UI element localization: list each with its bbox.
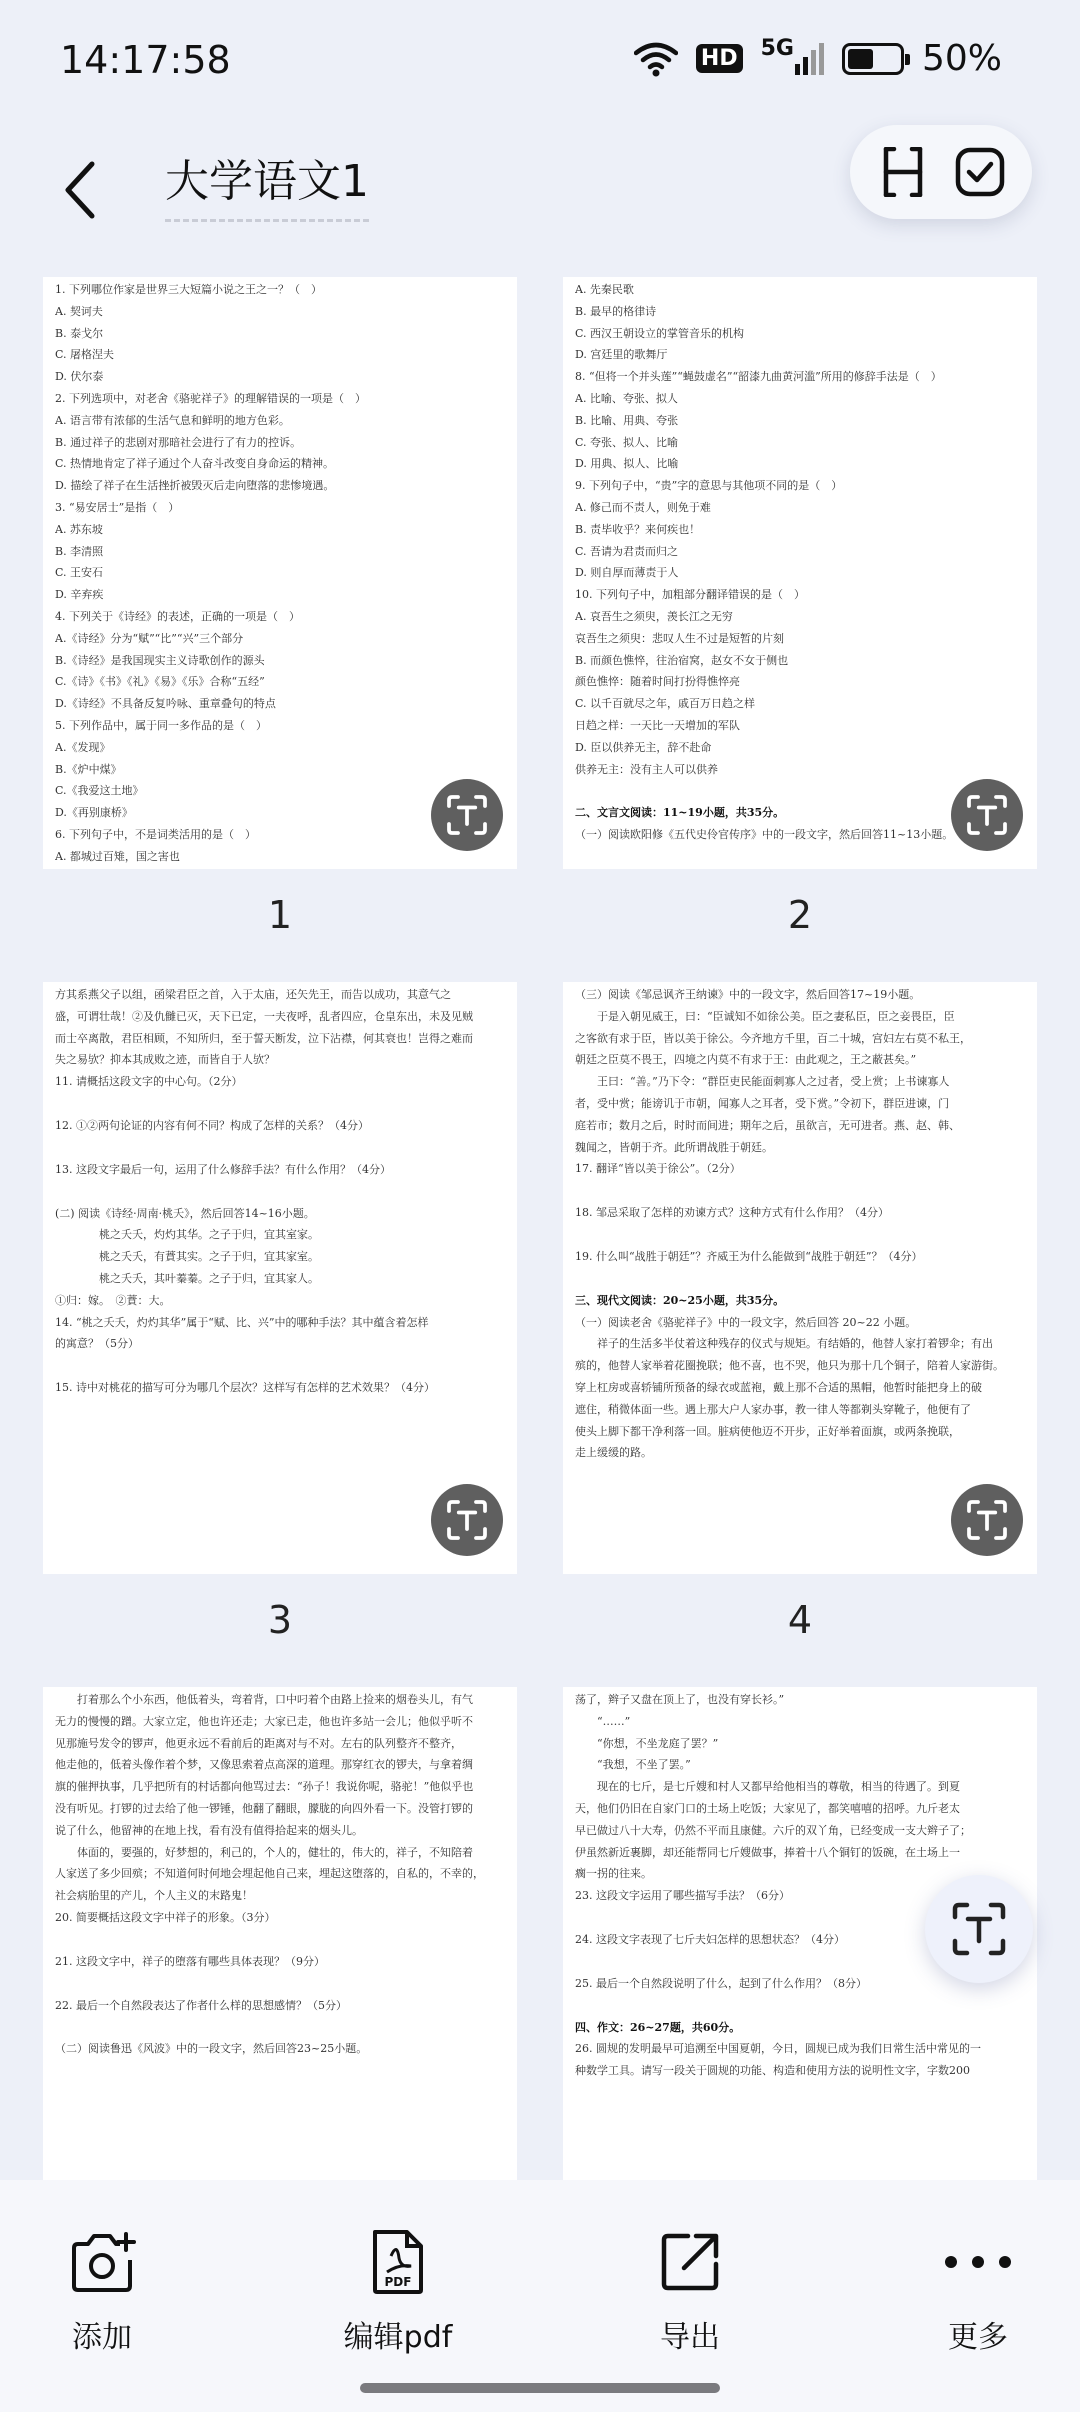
page-text	[575, 279, 1025, 846]
page-text-line: （一）阅读老舍《骆驼祥子》中的一段文字，然后回答 20~22 小题。	[575, 1315, 917, 1329]
status-time: 14:17:58	[60, 38, 231, 82]
text-scan-icon	[966, 1499, 1008, 1541]
page-text-line: 旗的催押执事，几乎把所有的村话都向他骂过去：“孙子！我说你呢，骆驼！”他似乎也	[55, 1780, 474, 1794]
page-text-line: 桃之夭夭，有蕡其实。之子于归，宜其家室。	[55, 1250, 319, 1264]
page-text-line: C. 王安石	[55, 566, 104, 580]
page-text-line: D. 则自厚而薄责于人	[575, 566, 679, 580]
crop-button[interactable]	[873, 142, 933, 202]
header	[0, 125, 1080, 295]
page-thumbnail[interactable]	[563, 982, 1037, 1574]
page-text-line: （一）阅读欧阳修《五代史伶官传序》中的一段文字，然后回答11~13小题。	[575, 828, 954, 842]
page-text-line	[575, 1995, 1025, 2017]
page-text-line: D. 臣以供养无主，辞不赴命	[575, 740, 712, 754]
page-text-line: 四、作文：26~27题，共60分。	[575, 2020, 741, 2034]
page-text-line: 日趋之样：一天比一天增加的军队	[575, 718, 740, 732]
page-text-line: 6. 下列句子中，不是词类活用的是（ ）	[55, 827, 256, 841]
page-text-line: A. 苏东坡	[55, 522, 103, 536]
page-text-line: C. 西汉王朝设立的掌管音乐的机构	[575, 326, 745, 340]
page-text-line: 失之易欤？抑本其成败之迹，而皆自于人欤？	[55, 1053, 275, 1067]
page-text-line: 2. 下列选项中，对老舍《骆驼祥子》的理解错误的一项是（ ）	[55, 391, 366, 405]
pdf-file-icon	[358, 2222, 438, 2302]
page-text-line: 早已做过八十大寿，仍然不平而且康健。六斤的双丫角，已经变成一支大辫子了；	[575, 1823, 971, 1837]
page-text-line: D. 伏尔泰	[55, 370, 104, 384]
document-title[interactable]: 大学语文1	[165, 145, 369, 222]
page-text-line: 者，受中赏；能谤讥于市朝，闻寡人之耳者，受下赏。”令初下，群臣进谏，门	[575, 1096, 950, 1110]
camera-add-icon	[62, 2222, 142, 2302]
text-scan-icon	[446, 1499, 488, 1541]
page-text-line: B. 最早的格律诗	[575, 304, 657, 318]
text-scan-icon	[446, 794, 488, 836]
page-text-line: B. 比喻、用典、夸张	[575, 413, 679, 427]
page-number: 2	[787, 893, 813, 937]
page-text-line: (二) 阅读《诗经·周南·桃夭》，然后回答14~16小题。	[55, 1206, 315, 1220]
page-text-line: 天，他们仍旧在自家门口的土场上吃饭；大家见了，都笑嘻嘻的招呼。九斤老太	[575, 1801, 960, 1815]
page-text-line: 说了什么，他留神的在地上找，看有没有值得拾起来的烟头儿。	[55, 1823, 363, 1837]
page-text-line: C.《我爱这土地》	[55, 784, 144, 798]
page-text	[55, 279, 505, 868]
page-text-line: D. 用典、拟人、比喻	[575, 457, 679, 471]
page-text-line: A. 先秦民歌	[575, 283, 634, 296]
wifi-icon	[634, 41, 678, 77]
page-text-line: D. 辛弃疾	[55, 588, 104, 602]
page-text-line: ①归：嫁。 ②蕡：大。	[55, 1293, 171, 1307]
page-text-line: D. 宫廷里的歌舞厅	[575, 348, 668, 362]
page-text-line: 8. “但将一个并头莲”“蝇鼓虚名”“韶漆九曲黄河滥”所用的修辞手法是（ ）	[575, 370, 942, 384]
page-text-line: 14. “桃之夭夭，灼灼其华”属于“赋、比、兴”中的哪种手法？其中蕴含着怎样	[55, 1315, 429, 1329]
page-text-line: 23. 这段文字运用了哪些描写手法？（6分）	[575, 1889, 790, 1903]
page-text-line: 祥子的生活多半仗着这种残存的仪式与规矩。有结婚的，他替人家打着锣伞；有出	[575, 1337, 993, 1351]
page-text-line: 见那施号发令的锣声，他更永远不看前后的距离对与不对。左右的队列整齐不整齐，	[55, 1736, 462, 1750]
page-text-line: C. 吾请为君责而归之	[575, 544, 679, 558]
page-text-line: 荡了，辫子又盘在顶上了，也没有穿长衫。”	[575, 1693, 785, 1706]
page-text-line: A. 语言带有浓郁的生活气息和鲜明的地方色彩。	[55, 413, 290, 427]
text-scan-icon	[951, 1901, 1007, 1957]
page-text-line: 5. 下列作品中，属于同一多作品的是（ ）	[55, 718, 267, 732]
page-text-line: 11. 请概括这段文字的中心句。（2分）	[55, 1075, 243, 1089]
page-text-line: A. 哀吾生之须臾，羡长江之无穷	[575, 609, 733, 623]
page-text-line: D.《诗经》不具备反复吟咏、重章叠句的特点	[55, 697, 276, 711]
page-text-line	[55, 1181, 505, 1203]
page-text-line: A. 都城过百雉，国之害也	[55, 849, 180, 863]
page-text-line: 于是入朝见威王，曰：“臣诚知不如徐公美。臣之妻私臣，臣之妾畏臣，臣	[575, 1009, 955, 1023]
chevron-left-icon	[60, 160, 100, 220]
page-text-line: D. 描绘了祥子在生活挫折被毁灭后走向堕落的悲惨境遇。	[55, 479, 335, 493]
page-text-line: 22. 最后一个自然段表达了作者什么样的思想感情？（5分）	[55, 1998, 347, 2012]
page-thumbnail[interactable]	[43, 277, 517, 869]
page-text-line: 9. 下列句子中，“贵”字的意思与其他项不同的是（ ）	[575, 479, 843, 493]
page-text-line: 瘸一拐的往来。	[575, 1867, 652, 1881]
more-dots-icon	[938, 2222, 1018, 2302]
page-text	[55, 984, 505, 1399]
page-text-line: C. 屠格涅夫	[55, 348, 115, 362]
page-text-scan-button[interactable]	[431, 779, 503, 851]
page-text-line: 魏闻之，皆朝于齐。此所谓战胜于朝廷。	[575, 1140, 773, 1154]
page-text-line: C. 热情地肯定了祥子通过个人奋斗改变自身命运的精神。	[55, 457, 335, 471]
page-text-line: （二）阅读鲁迅《风波》中的一段文字，然后回答23~25小题。	[55, 2042, 368, 2056]
text-scan-icon	[966, 794, 1008, 836]
page-text-line	[55, 2016, 505, 2038]
page-text-line	[55, 1137, 505, 1159]
page-text-line: 12. ①②两句论证的内容有何不同？构成了怎样的关系？（4分）	[55, 1118, 369, 1132]
page-text-line: B. 通过祥子的悲剧对那暗社会进行了有力的控诉。	[55, 435, 302, 449]
page-text-line: 的寓意？（5分）	[55, 1337, 139, 1351]
page-text-line: 伊虽然新近裹脚，却还能帮同七斤嫂做事，捧着十八个铜钉的饭碗，在土场上一	[575, 1845, 960, 1859]
more-label: 更多	[948, 2320, 1008, 2355]
page-text-line: C. 以千百就尽之年，戚百万日趋之样	[575, 697, 756, 711]
page-text-line: 种数学工具。请写一段关于圆规的功能、构造和使用方法的说明性文字，字数200	[575, 2064, 970, 2078]
page-text-line: 颜色憔悴：随着时间打扮得憔悴亮	[575, 675, 740, 689]
page-text-line: （三）阅读《邹忌讽齐王纳谏》中的一段文字，然后回答17~19小题。	[575, 988, 921, 1001]
page-text-line: 三、现代文阅读：20~25小题，共35分。	[575, 1293, 785, 1307]
page-text-line: 遮住，稍微体面一些。遇上那大户人家办事，教一律人等都剃头穿靴子，他便有了	[575, 1402, 971, 1416]
page-text-line: 二、文言文阅读：11~19小题，共35分。	[575, 806, 785, 820]
status-bar	[0, 0, 1080, 125]
header-action-group	[850, 125, 1032, 219]
page-text-scan-button[interactable]	[431, 1484, 503, 1556]
page-text-line: 10. 下列句子中，加粗部分翻译错误的是（ ）	[575, 588, 805, 602]
page-text-line: B. 而颜色憔悴，往治宿窝，赵女不女于侧也	[575, 653, 789, 667]
page-text-line: 无力的慢慢的蹭。大家立定，他也许还走；大家已走，他也许多站一会儿；他似乎听不	[55, 1714, 473, 1728]
page-thumbnail[interactable]	[43, 1687, 517, 2180]
edit-pdf-button[interactable]	[308, 2222, 488, 2356]
back-button[interactable]	[40, 140, 120, 240]
page-number: 1	[267, 893, 293, 937]
page-text-line: 王曰：“善。”乃下令：“群臣吏民能面刺寡人之过者，受上赏；上书谏寡人	[575, 1075, 950, 1089]
page-text-line: 体面的，要强的，好梦想的，利己的，个人的，健壮的，伟大的，祥子，不知陪着	[55, 1845, 473, 1859]
page-text-scan-button[interactable]	[951, 779, 1023, 851]
page-text-line: B.《炉中煤》	[55, 762, 122, 776]
page-text-line: 没有听见。打锣的过去给了他一锣锤，他翻了翻眼，朦胧的向四外看一下。没管打锣的	[55, 1801, 473, 1815]
page-thumbnail[interactable]	[43, 982, 517, 1574]
network-type: 5G	[760, 36, 794, 61]
page-text-line: D.《再别康桥》	[55, 806, 133, 820]
home-indicator[interactable]	[360, 2383, 720, 2393]
page-text-line: 之客欲有求于臣，皆以美于徐公。今齐地方千里，百二十城，宫妇左右莫不私王，	[575, 1031, 971, 1045]
page-text-line: 18. 邹忌采取了怎样的劝谏方式？这种方式有什么作用？（4分）	[575, 1206, 889, 1220]
page-text-line: 走上缓缓的路。	[575, 1446, 652, 1460]
add-label: 添加	[72, 2320, 132, 2355]
page-text-line: “你想，不坐龙庭了罢？”	[575, 1736, 719, 1750]
page-text-line: A.《发现》	[55, 740, 111, 754]
page-text-scan-button[interactable]	[951, 1484, 1023, 1556]
page-text-line: 25. 最后一个自然段说明了什么，起到了什么作用？（8分）	[575, 1976, 867, 1990]
page-text-line	[55, 1973, 505, 1995]
page-text-line: 1. 下列哪位作家是世界三大短篇小说之王之一？（ ）	[55, 283, 322, 296]
page-text-line: B. 泰戈尔	[55, 326, 104, 340]
page-text-line	[55, 1355, 505, 1377]
export-button[interactable]	[600, 2222, 780, 2356]
add-button[interactable]	[12, 2222, 192, 2356]
page-text-line: 打着那么个小东西，他低着头，弯着背，口中叼着个由路上捡来的烟卷头儿，有气	[55, 1693, 473, 1706]
page-text-line: 24. 这段文字表现了七斤夫妇怎样的思想状态？（4分）	[575, 1932, 845, 1946]
page-text-line: B.《诗经》是我国现实主义诗歌创作的源头	[55, 653, 265, 667]
page-number: 4	[787, 1598, 813, 1642]
page-text-line: 19. 什么叫“战胜于朝廷”？齐威王为什么能做到“战胜于朝廷”？（4分）	[575, 1249, 923, 1263]
page-text-line: 盛，可谓壮哉！②及仇雠已灭，天下已定，一夫夜呼，乱者四应，仓皇东出，未及见贼	[55, 1009, 473, 1023]
page-number: 3	[267, 1598, 293, 1642]
page-text-line: 4. 下列关于《诗经》的表述，正确的一项是（ ）	[55, 609, 300, 623]
battery-icon	[842, 43, 904, 75]
page-text-line	[575, 1268, 1025, 1290]
svg-text:PDF: PDF	[384, 2275, 412, 2289]
page-text-line: 现在的七斤，是七斤嫂和村人又都早给他相当的尊敬，相当的待遇了。到夏	[575, 1780, 960, 1794]
crop-icon	[880, 147, 926, 197]
page-text-line: 朝廷之臣莫不畏王，四境之内莫不有求于王：由此观之，王之蔽甚矣。”	[575, 1053, 917, 1067]
page-text-line: 方其系燕父子以组，函梁君臣之首，入于太庙，还矢先王，而告以成功，其意气之	[55, 988, 451, 1001]
page-text-line: 17. 翻译“皆以美于徐公”。（2分）	[575, 1162, 741, 1176]
page-text-line: 15. 诗中对桃花的描写可分为哪几个层次？这样写有怎样的艺术效果？（4分）	[55, 1381, 435, 1395]
page-text-line: 哀吾生之须臾：悲叹人生不过是短暂的片刻	[575, 631, 784, 645]
page-text-line: A. 比喻、夸张、拟人	[575, 391, 678, 405]
page-text-line: 20. 简要概括这段文字中祥子的形象。（3分）	[55, 1910, 276, 1924]
page-text-line: “……”	[575, 1714, 631, 1728]
select-button[interactable]	[950, 142, 1010, 202]
page-text-line: 桃之夭夭，其叶蓁蓁。之子于归，宜其家人。	[55, 1271, 319, 1285]
page-text-line: 而士卒离散，君臣相顾，不知所归，至于誓天断发，泣下沾襟，何其衰也！岂得之难而	[55, 1031, 473, 1045]
more-button[interactable]	[888, 2222, 1068, 2356]
5g-signal-icon	[760, 36, 824, 76]
page-text-line: 社会病胎里的产儿，个人主义的末路鬼！	[55, 1889, 253, 1903]
page-text-line: 桃之夭夭，灼灼其华。之子于归，宜其室家。	[55, 1228, 319, 1242]
page-text-line: 21. 这段文字中，祥子的堕落有哪些具体表现？（9分）	[55, 1954, 325, 1968]
hd-icon: HD	[696, 44, 743, 73]
page-text-line	[55, 1929, 505, 1951]
check-select-icon	[955, 147, 1005, 197]
page-text-line: C. 夸张、拟人、比喻	[575, 435, 679, 449]
status-icons	[634, 38, 1002, 79]
page-text-line: 使头上脚下都干净利落一回。脏病使他迈不开步，正好举着面旗，或两条挽联，	[575, 1424, 960, 1438]
page-text-line: A.《诗经》分为“赋”“比”“兴”三个部分	[55, 631, 244, 645]
page-text-line: 穿上杠房或喜轿铺所预备的绿衣或蓝袍，戴上那不合适的黑帽，他暂时能把身上的破	[575, 1380, 982, 1394]
page-text-line: B. 李清照	[55, 544, 104, 558]
page-text-line: 庭若市；数月之后，时时而间进；期年之后，虽欲言，无可进者。燕、赵、韩、	[575, 1118, 960, 1132]
export-icon	[650, 2222, 730, 2302]
page-text-line: B. 责毕收乎？来何疾也！	[575, 522, 701, 536]
battery-percent: 50%	[921, 38, 1002, 79]
page-thumbnail[interactable]	[563, 277, 1037, 869]
page-text-line: 他走他的，低着头像作着个梦，又像思索着点高深的道理。那穿红衣的锣夫，与拿着绸	[55, 1758, 473, 1772]
page-text-line: 供养无主：没有主人可以供养	[575, 762, 718, 776]
page-text	[575, 984, 1025, 1464]
page-text-line: “我想，不坐了罢。”	[575, 1758, 691, 1772]
bottom-toolbar	[0, 2180, 1080, 2412]
floating-text-scan-button[interactable]	[925, 1875, 1033, 1983]
page-text-line	[575, 1180, 1025, 1202]
page-text-line: A. 契诃夫	[55, 304, 103, 318]
page-text-line: 26. 圆规的发明最早可追溯至中国夏朝，今日，圆规已成为我们日常生活中常见的一	[575, 2042, 981, 2056]
page-text-line: 13. 这段文字最后一句，运用了什么修辞手法？有什么作用？（4分）	[55, 1162, 391, 1176]
export-label: 导出	[660, 2320, 720, 2355]
page-text-line: A. 修己而不责人，则免于难	[575, 500, 711, 514]
page-text-line: 人家送了多少回殡；不知道何时何地会埋起他自己来，埋起这堕落的，自私的，不幸的，	[55, 1867, 484, 1881]
page-text-line: 殡的，他替人家举着花圈挽联；他不喜，也不哭，他只为那十几个铜子，陪着人家游街。	[575, 1359, 1004, 1373]
page-text-line: C.《诗》《书》《礼》《易》《乐》合称“五经”	[55, 675, 265, 689]
page-text-line: 3. “易安居士”是指（ ）	[55, 500, 180, 514]
page-text	[55, 1689, 505, 2060]
page-text-line	[55, 1093, 505, 1115]
edit-pdf-label: 编辑pdf	[343, 2320, 453, 2355]
page-text-line	[575, 1224, 1025, 1246]
